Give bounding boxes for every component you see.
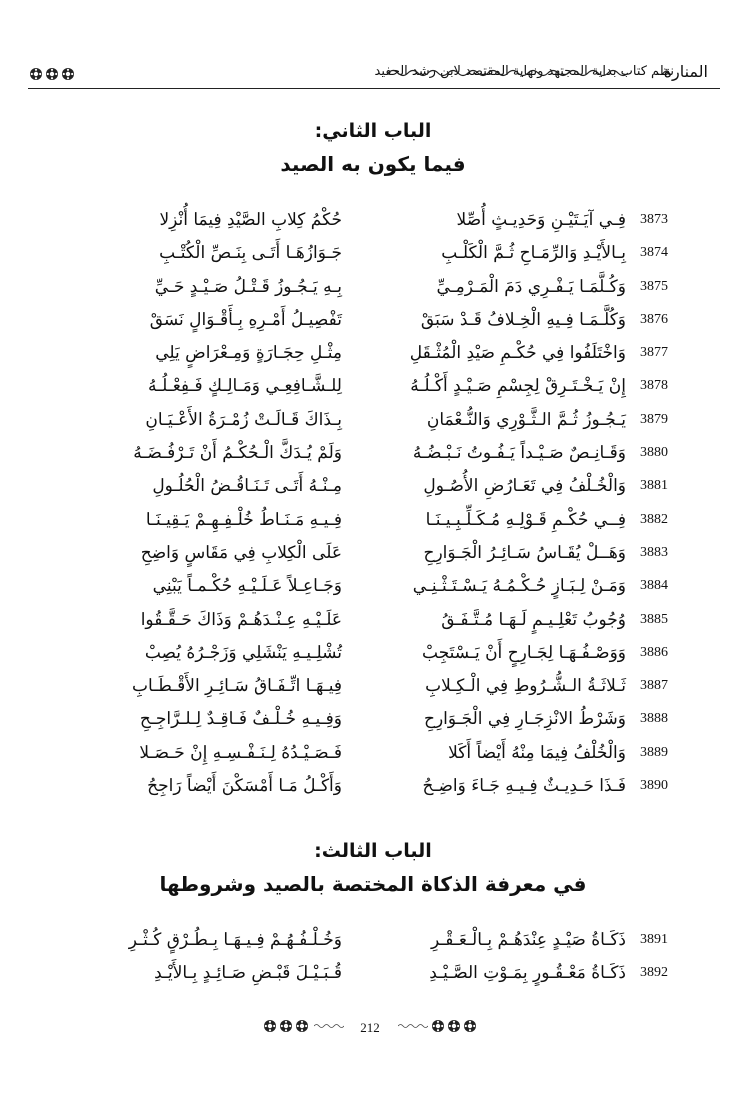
verse-row [0, 308, 746, 341]
verse-first-hemistich: فَـذَا حَـدِيـثٌ فِـيـهِ جَـاءَ وَاضِـحُ [422, 776, 626, 797]
verse-first-hemistich: وَمَـنْ لِـبَـازٍ حُـكْـمُـهُ يَـسْـتَـثْـنِـي [412, 576, 626, 597]
verse-second-hemistich: تُشْلِـيـهِ يَنْشَلِي وَزَجْـرُهُ يُصِبْ [144, 642, 342, 663]
verse-second-hemistich: وَخُـلْـفُـهُـمْ فِـيـهَـا بِـطُـرْقٍ كُـثْـرِ [128, 930, 342, 950]
verse-row [0, 774, 746, 807]
verse-number: 3878 [640, 378, 668, 394]
verse-row [0, 474, 746, 507]
ornament-flower-icon [279, 1019, 293, 1033]
verse-number: 3874 [640, 245, 668, 261]
verse-second-hemistich: بِـذَاكَ قَـالَـتْ زُمْـرَةُ الأَعْـيَـانِ [145, 409, 342, 430]
verse-first-hemistich: وُجُوبُ تَعْلِـيـمٍ لَـهَـا مُـتَّـفَـقُ [441, 609, 626, 630]
ornament-flower-icon [295, 1019, 309, 1033]
verse-row [0, 574, 746, 607]
ornament-flower-icon [431, 1019, 445, 1033]
verse-first-hemistich: ثَـلاثَـةُ الـشُّـرُوطِ فِي الْـكِـلابِ [425, 676, 626, 697]
verse-row [0, 928, 746, 961]
verse-row [0, 641, 746, 674]
ornament-flower-icon [447, 1019, 461, 1033]
verse-row [0, 408, 746, 441]
chapter-subtitle: في معرفة الذكاة المختصة بالصيد وشروطها [159, 872, 587, 896]
verse-number: 3887 [640, 678, 668, 694]
verse-first-hemistich: بِـالأَيْـدِ وَالرِّمَـاحِ ثُـمَّ الْكَلْـبِ [441, 243, 626, 264]
verse-number: 3881 [640, 478, 668, 494]
verse-first-hemistich: ذَكَـاةُ صَيْـدٍ عِنْدَهُـمْ بِـالْـعَـقْـرِ [430, 930, 626, 950]
verse-first-hemistich: فِـي آيَـتَيْـنِ وَحَدِيـثٍ أُصِّلا [456, 210, 626, 230]
verse-row [0, 275, 746, 308]
verse-list [0, 928, 746, 995]
verse-first-hemistich: وَكُـلَّمَـا يَـفْـرِي دَمَ الْمَـرْمِـيِّ [436, 276, 626, 297]
verse-row [0, 508, 746, 541]
verse-number: 3873 [640, 212, 668, 227]
verse-second-hemistich: عَلَـيْـهِ عِـنْـدَهُـمْ وَذَاكَ حَـقَّـقُوا [140, 609, 342, 630]
verse-row [0, 341, 746, 374]
verse-number: 3888 [640, 711, 668, 727]
verse-number: 3885 [640, 611, 668, 627]
verse-second-hemistich: وَفِـيـهِ خُـلْـفٌ فَـاقِـدٌ لِـلـرَّاجِـحِ [139, 709, 342, 730]
verse-second-hemistich: مِـنْـهُ أَتَـى تَـنَـاقُـضُ الْحُلُـولِ [152, 476, 342, 497]
verse-first-hemistich: وَقَـانِـصٌ صَـيْـداً يَـفُـوتُ نَـبْـضُـهُ [412, 443, 626, 464]
verse-second-hemistich: عَلَى الْكِلابِ فِي مَقَاسٍ وَاضِحِ [140, 542, 342, 563]
verse-first-hemistich: وَكُلَّـمَـا فِـيهِ الْخِـلافُ قَـدْ سَبَقْ [420, 309, 626, 330]
verse-row [0, 541, 746, 574]
chapter-subtitle: فيما يكون به الصيد [280, 152, 466, 176]
verse-first-hemistich: وَاخْتَلَفُوا فِي حُكْـمِ صَيْدِ الْمُثْـقَلِ [409, 343, 626, 364]
footer-wave-right [398, 1022, 428, 1030]
verse-row [0, 961, 746, 994]
ornament-flower-icon [29, 67, 43, 81]
verse-second-hemistich: وَأَكْـلُ مَـا أَمْسَكْنَ أَيْضاً رَاجِحُ [147, 776, 342, 797]
verse-second-hemistich: جَـوَازُهَـا أَتَـى بِنَـصِّ الْكُتْـبِ [159, 243, 342, 264]
verse-second-hemistich: فِـيـهِ مَـنَـاطُ خُلْـفِـهِـمْ يَـقِيـنَـا [145, 509, 342, 530]
verse-first-hemistich: إِنْ يَـخْـتَـرِقْ لِجِسْمِ صَـيْـدٍ أَكْـلُـهُ [410, 376, 626, 397]
chapter-title: الباب الثالث: [314, 840, 432, 862]
page-number: 212 [360, 1020, 380, 1035]
verse-number: 3879 [640, 411, 668, 427]
verse-number: 3891 [640, 932, 668, 947]
verse-row [0, 707, 746, 740]
verse-number: 3883 [640, 544, 668, 560]
verse-second-hemistich: تَفْصِيـلُ أَمْـرِهِ بِـأَقْـوَالٍ نَسَقْ [149, 309, 342, 330]
verse-list [0, 208, 746, 807]
verse-row [0, 674, 746, 707]
verse-second-hemistich: وَجَـاعِـلاً عَـلَـيْـهِ حُكْـمـاً يَبْنِي [152, 576, 342, 597]
verse-second-hemistich: حُكْمُ كِلابِ الصَّيْدِ فِيمَا أُنْزِلا [159, 210, 342, 230]
ornament-flower-icon [45, 67, 59, 81]
verse-first-hemistich: وَالْخُلْفُ فِيمَا مِنْهُ أَيْضاً أَكَلا [448, 742, 626, 763]
verse-first-hemistich: ذَكَـاةُ مَعْـقُـورٍ بِمَـوْتِ الصَّـيْـدِ [429, 963, 626, 984]
verse-number: 3880 [640, 445, 668, 461]
ornament-flower-icon [61, 67, 75, 81]
verse-row [0, 608, 746, 641]
verse-number: 3890 [640, 778, 668, 794]
header-ornament [28, 66, 76, 82]
ornament-flower-icon [463, 1019, 477, 1033]
verse-number: 3875 [640, 278, 668, 294]
verse-first-hemistich: فِــي حُكْـمِ قَـوْلِـهِ مُـكَـلِّـبِـيـنَـا [425, 509, 626, 530]
running-book-title: نظم كتاب بداية المجتهد ونهاية المقتصد لابن رشد الحفيد [374, 64, 674, 79]
verse-second-hemistich: قُـبَـيْـلَ قَبْـضِ صَـائِـدٍ بِـالأَيْـدِ [154, 963, 342, 984]
verse-number: 3882 [640, 511, 668, 527]
verse-number: 3889 [640, 744, 668, 760]
verse-second-hemistich: مِثْـلِ حِجَـارَةٍ وَمِـعْرَاضٍ يَلِي [155, 343, 342, 364]
verse-first-hemistich: وَشَرْطُ الانْزِجَـارِ فِي الْجَـوَارِحِ [423, 709, 626, 730]
verse-number: 3877 [640, 345, 668, 361]
verse-second-hemistich: بِـهِ يَـجُـوزُ قَـتْـلُ صَـيْـدٍ حَـيِّ [154, 276, 342, 297]
verse-second-hemistich: لِلـشَّـافِعِـي وَمَـالِـكٍ فَـفِعْـلُـهُ [148, 376, 342, 397]
footer-ornament-left [262, 1018, 310, 1034]
verse-row [0, 441, 746, 474]
verse-number: 3892 [640, 965, 668, 981]
verse-first-hemistich: وَهَــلْ يُقَـاسُ سَـائِـرُ الْجَـوَارِحِ [423, 542, 626, 563]
verse-row [0, 374, 746, 407]
verse-second-hemistich: وَلَمْ يُـدَكَّ الْـحُكْـمُ أَنْ تَـرْفُـضَـهُ [133, 443, 342, 464]
verse-second-hemistich: فِيـهَـا اتِّـفَـاقُ سَـائِـرِ الأَقْـطَـابِ [132, 676, 342, 697]
verse-second-hemistich: فَـصَـيْـدُهُ لِـنَـفْـسِـهِ إِنْ حَـصَـلا [139, 742, 342, 763]
verse-number: 3884 [640, 578, 668, 594]
verse-first-hemistich: وَوَصْـفُـهَـا لِجَـارِحٍ أَنْ يَـسْتَجِبْ [422, 642, 626, 663]
verse-row [0, 241, 746, 274]
verse-number: 3876 [640, 311, 668, 327]
header-rule [28, 88, 720, 89]
ornament-flower-icon [263, 1019, 277, 1033]
running-header-name: المنارة [663, 62, 708, 81]
header-wave-divider [388, 64, 628, 82]
verse-row [0, 741, 746, 774]
verse-row [0, 208, 746, 241]
chapter-title: الباب الثاني: [314, 120, 432, 142]
verse-first-hemistich: وَالْخُـلْفُ فِي تَعَـارُضِ الأُصُـولِ [423, 476, 626, 497]
verse-first-hemistich: يَـجُـوزُ ثُـمَّ الـثَّـوْرِي وَالنُّـعْمَانِ [426, 409, 626, 430]
verse-number: 3886 [640, 644, 668, 660]
footer-ornament-right [430, 1018, 478, 1034]
